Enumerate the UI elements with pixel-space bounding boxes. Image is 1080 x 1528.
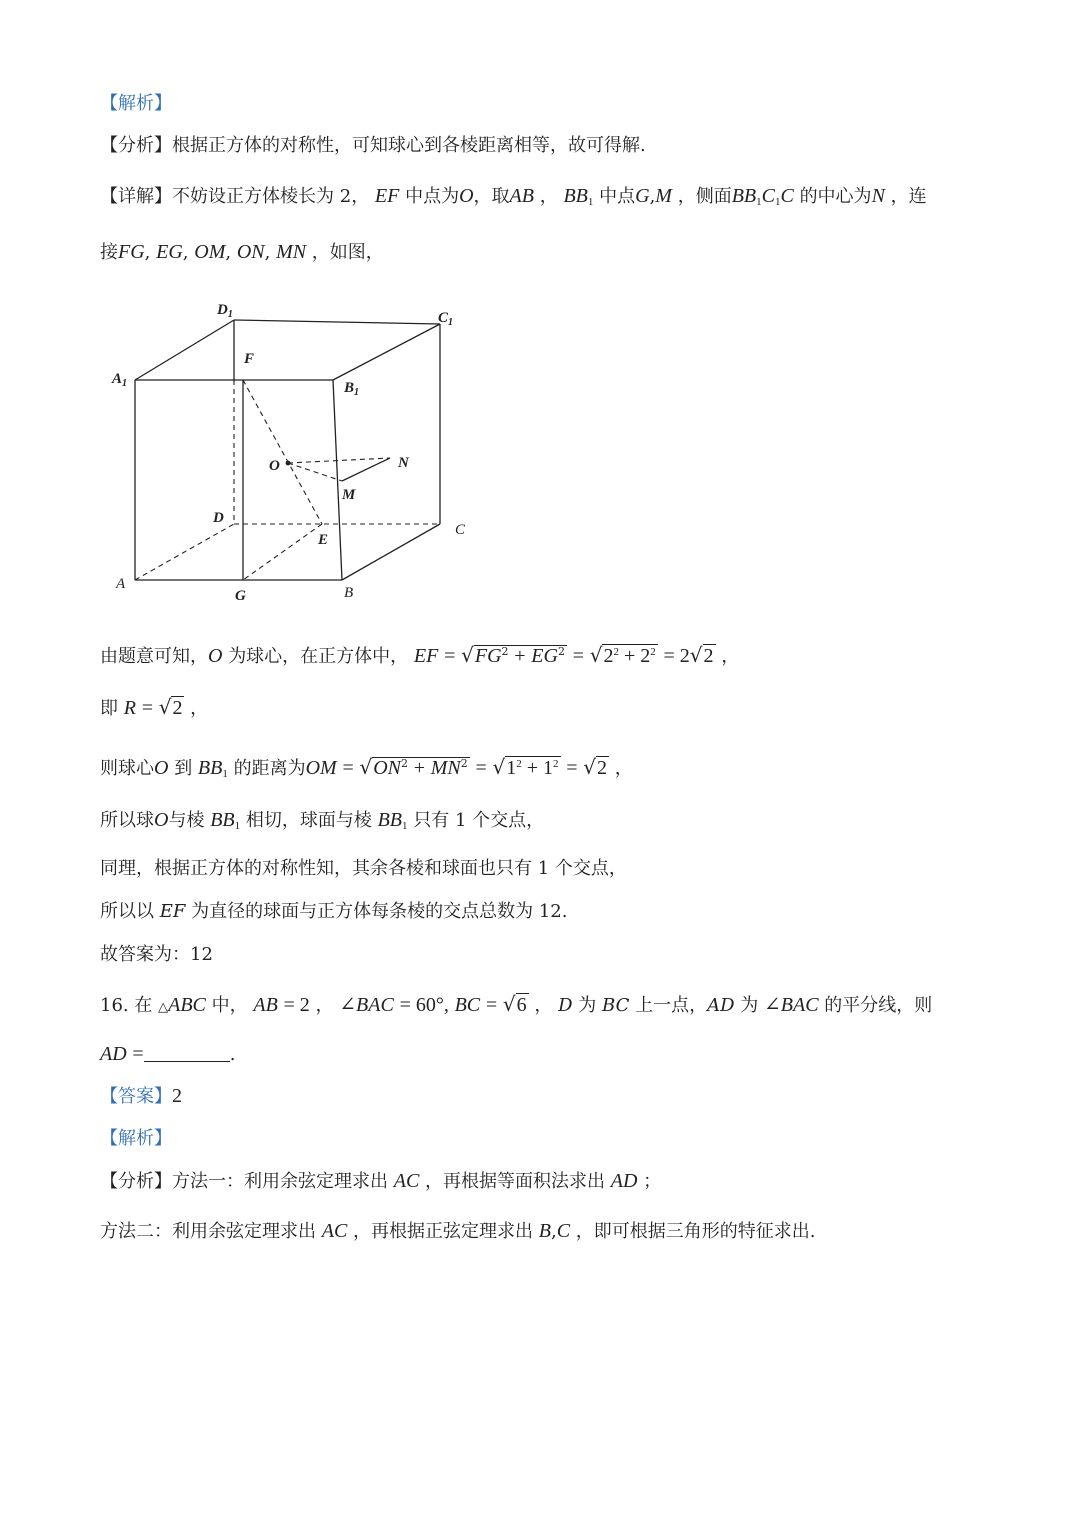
step-5: 同理，根据正方体的对称性知，其余各棱和球面也只有 1 个交点， bbox=[100, 858, 627, 879]
label-B: B bbox=[344, 585, 354, 601]
cube-solid-edges bbox=[135, 320, 440, 580]
label-D1: $D_1$ bbox=[217, 302, 233, 320]
label-G: G bbox=[235, 588, 246, 604]
label-M: M bbox=[342, 487, 356, 503]
answer-blank bbox=[144, 1043, 230, 1062]
question-16-blank: AD = . bbox=[100, 1043, 236, 1065]
label-B1: $B_1$ bbox=[344, 380, 360, 398]
step-6: 所以以 EF 为直径的球面与正方体每条棱的交点总数为 12. bbox=[100, 901, 568, 922]
q16-analysis-1: 【分析】方法一：利用余弦定理求出 AC ，再根据等面积法求出 AD ； bbox=[100, 1170, 662, 1192]
detail-line-1: 【详解】不妨设正方体棱长为 2， EF 中点为O，取AB ， $BB_1$ 中点G,M ，侧面$BB_1C_1C$ 的中心为N ，连 bbox=[100, 185, 927, 208]
step-3: 则球心O 到 $BB_1$ 的距离为OM = $√ON^2 + MN^2 = √1^2 + 1^2 = √2$ ， bbox=[100, 755, 633, 780]
cube-figure bbox=[0, 0, 1080, 620]
q16-analysis-2: 方法二：利用余弦定理求出 AC ，再根据正弦定理求出 B,C ，即可根据三角形的特征求出. bbox=[100, 1220, 816, 1242]
detail-line-2: 接FG, EG, OM, ON, MN ，如图， bbox=[100, 241, 384, 263]
center-point-o bbox=[286, 461, 291, 466]
analysis-text: 根据正方体的对称性，可知球心到各棱距离相等，故可得解. bbox=[172, 135, 646, 156]
label-A: A bbox=[116, 576, 126, 592]
section-header-2: 【解析】 bbox=[100, 1128, 172, 1149]
label-D: D bbox=[213, 510, 224, 526]
label-F: F bbox=[244, 351, 255, 367]
answer-16: 【答案】2 bbox=[100, 1085, 182, 1107]
label-O: O bbox=[269, 458, 280, 474]
label-C: C bbox=[455, 522, 466, 538]
question-16: 16. 在 △ABC 中， AB = 2 ， ∠BAC = 60°, BC = √6 ， D 为 BC 上一点，AD 为 ∠BAC 的平分线，则 bbox=[100, 992, 933, 1016]
step-4: 所以球O与棱 $BB_1$ 相切，球面与棱 $BB_1$ 只有 1 个交点， bbox=[100, 809, 545, 832]
label-E: E bbox=[318, 532, 329, 548]
step-2: 即 R = √2 ， bbox=[100, 695, 209, 719]
analysis-tag: 【分析】 bbox=[100, 135, 172, 156]
step-1: 由题意可知，O 为球心，在正方体中， EF = $√FG^2 + EG^2 = √2^2 + 2^2 = 2√2$ ， bbox=[100, 643, 740, 667]
answer-line: 故答案为：12 bbox=[100, 944, 213, 965]
label-C1: $C_1$ bbox=[438, 310, 454, 328]
label-N: N bbox=[398, 455, 409, 471]
section-header: 【解析】 bbox=[100, 93, 172, 114]
label-A1: $A_1$ bbox=[112, 371, 128, 389]
